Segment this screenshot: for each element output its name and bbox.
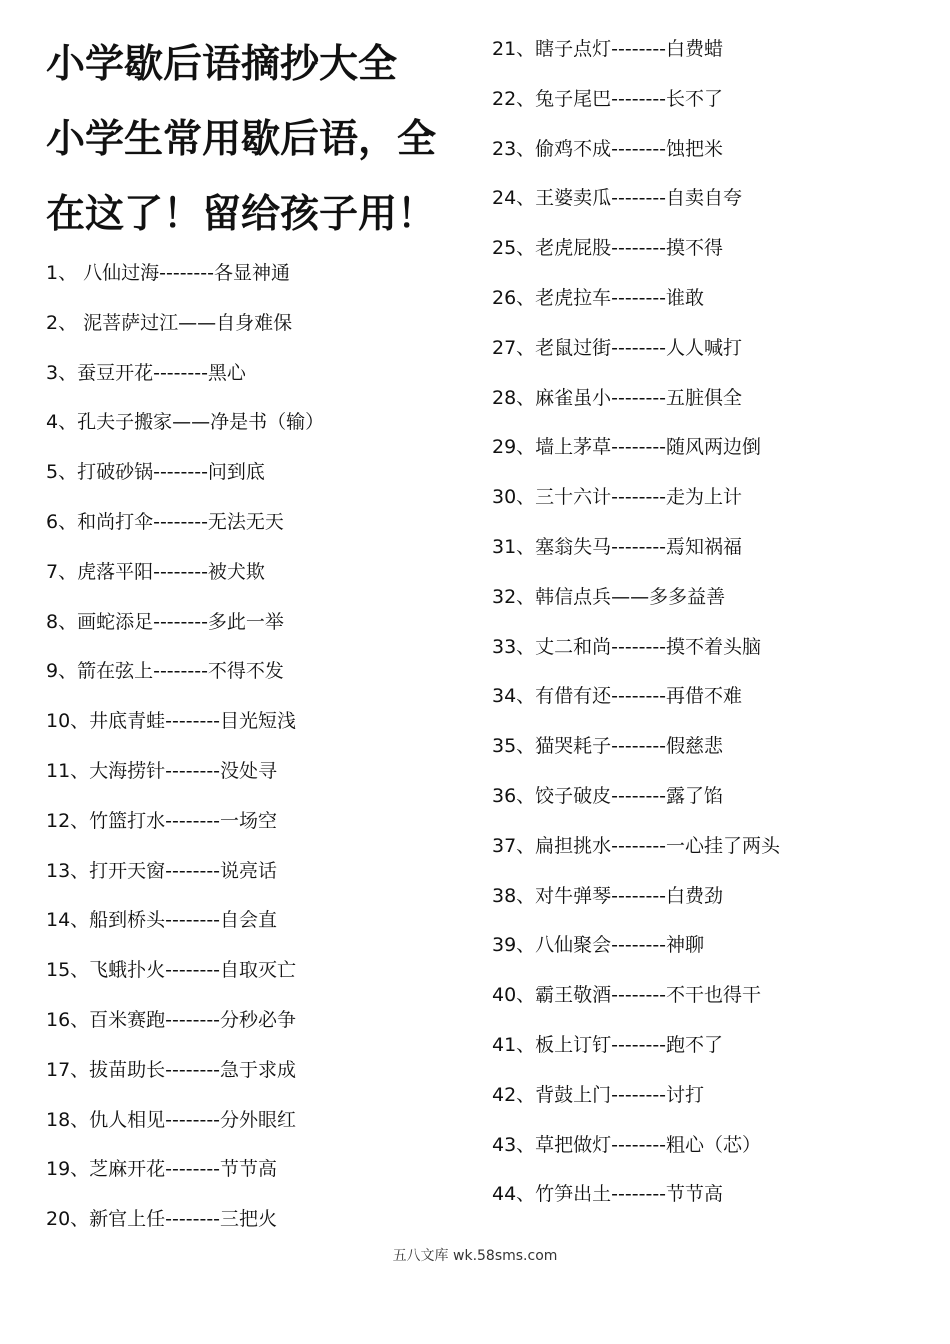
title-line-1: 小学歇后语摘抄大全: [46, 42, 398, 87]
list-item: 34、有借有还--------再借不难: [492, 685, 743, 708]
list-item: 11、大海捞针--------没处寻: [46, 759, 278, 782]
list-item: 41、板上订钉--------跑不了: [492, 1033, 724, 1056]
list-item: 23、偷鸡不成--------蚀把米: [492, 137, 724, 160]
list-item: 4、孔夫子搬家——净是书（输）: [46, 411, 325, 434]
list-item: 6、和尚打伞--------无法无天: [46, 510, 284, 533]
list-item: 18、仇人相见--------分外眼红: [46, 1108, 297, 1131]
list-item: 5、打破砂锅--------问到底: [46, 461, 265, 484]
list-item: 2、 泥菩萨过江——自身难保: [46, 311, 293, 334]
list-item: 35、猫哭耗子--------假慈悲: [492, 735, 724, 758]
list-item: 10、井底青蛙--------目光短浅: [46, 710, 297, 733]
proverb-list-left: [46, 256, 324, 1252]
list-item: 38、对牛弹琴--------白费劲: [492, 884, 724, 907]
list-item: 42、背鼓上门--------讨打: [492, 1083, 705, 1106]
list-item: 28、麻雀虽小--------五脏俱全: [492, 386, 743, 409]
list-item: 7、虎落平阳--------被犬欺: [46, 560, 265, 583]
list-item: 14、船到桥头--------自会直: [46, 909, 278, 932]
list-item: 26、老虎拉车--------谁敢: [492, 286, 705, 309]
footer-watermark: 五八文库 wk.58sms.com: [392, 1248, 558, 1264]
list-item: 43、草把做灯--------粗心（芯）: [492, 1133, 762, 1156]
list-item: 13、打开天窗--------说亮话: [46, 859, 278, 882]
list-item: 32、韩信点兵——多多益善: [492, 585, 726, 608]
page-title: [46, 36, 466, 261]
list-item: 24、王婆卖瓜--------自卖自夸: [492, 187, 743, 210]
list-item: 37、扁担挑水--------一心挂了两头: [492, 834, 781, 857]
list-item: 27、老鼠过街--------人人喊打: [492, 336, 743, 359]
list-item: 8、画蛇添足--------多此一举: [46, 610, 284, 633]
proverb-list-right: [492, 32, 780, 1227]
list-item: 12、竹篮打水--------一场空: [46, 809, 278, 832]
list-item: 1、 八仙过海--------各显神通: [46, 262, 290, 284]
list-item: 20、新官上任--------三把火: [46, 1208, 278, 1231]
list-item: 31、塞翁失马--------焉知祸福: [492, 535, 743, 558]
list-item: 39、八仙聚会--------神聊: [492, 934, 705, 957]
list-item: 29、墙上茅草--------随风两边倒: [492, 436, 762, 459]
list-item: 25、老虎屁股--------摸不得: [492, 237, 724, 260]
list-item: 3、蚕豆开花--------黑心: [46, 361, 246, 384]
list-item: 19、芝麻开花--------节节高: [46, 1158, 278, 1181]
list-item: 40、霸王敬酒--------不干也得干: [492, 984, 762, 1007]
list-item: 30、三十六计--------走为上计: [492, 486, 743, 509]
list-item: 16、百米赛跑--------分秒必争: [46, 1008, 297, 1031]
list-item: 22、兔子尾巴--------长不了: [492, 87, 724, 110]
list-item: 15、飞蛾扑火--------自取灭亡: [46, 959, 297, 982]
title-line-2: 小学生常用歇后语，全: [46, 117, 437, 162]
list-item: 44、竹笋出土--------节节高: [492, 1183, 724, 1206]
list-item: 21、瞎子点灯--------白费蜡: [492, 38, 724, 60]
list-item: 17、拔苗助长--------急于求成: [46, 1058, 297, 1081]
list-item: 36、饺子破皮--------露了馅: [492, 784, 724, 807]
list-item: 33、丈二和尚--------摸不着头脑: [492, 635, 762, 658]
title-line-3: 在这了！留给孩子用！: [46, 192, 437, 237]
list-item: 9、箭在弦上--------不得不发: [46, 660, 284, 683]
